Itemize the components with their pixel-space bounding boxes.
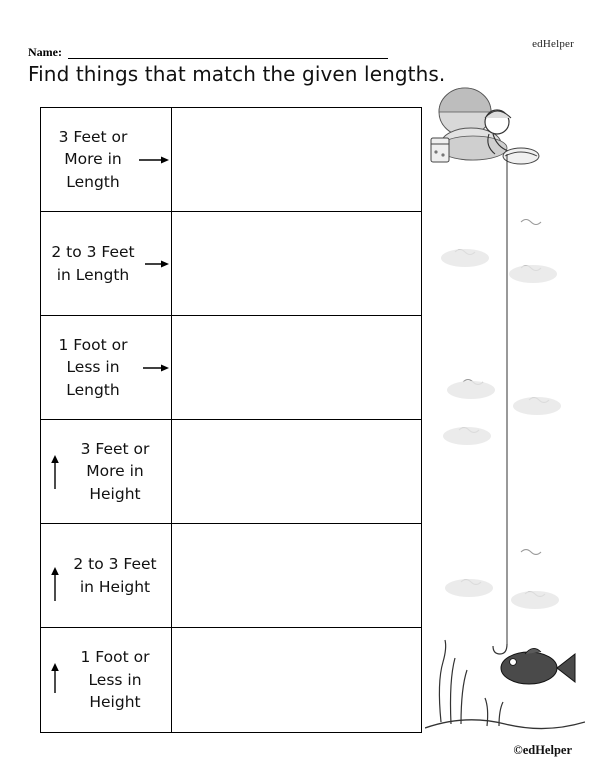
lengths-table (40, 107, 422, 733)
row-label-text: 2 to 3 Feet in Height (73, 555, 157, 596)
row-label-text: 3 Feet or More in Height (80, 439, 150, 503)
row-label-text: 2 to 3 Feet in Length (51, 243, 135, 284)
answer-cell[interactable] (172, 420, 421, 523)
arrow-right-icon (139, 258, 169, 270)
arrow-up-icon (48, 567, 62, 601)
name-input-line[interactable] (68, 46, 388, 59)
row-label-cell (41, 108, 172, 211)
table-row (41, 108, 421, 212)
edhelper-logo: edHelper (532, 38, 574, 50)
row-label-text: 1 Foot or Less in Length (58, 335, 128, 399)
row-label-cell (41, 628, 172, 732)
arrow-up-icon (48, 663, 62, 697)
name-field-row (28, 46, 388, 59)
table-row (41, 316, 421, 420)
arrow-right-icon (139, 154, 169, 166)
footer-copyright: ©edHelper (513, 743, 572, 757)
table-row (41, 420, 421, 524)
table-row (41, 212, 421, 316)
answer-cell[interactable] (172, 316, 421, 419)
arrow-up-icon (48, 455, 62, 489)
arrow-right-icon (139, 362, 169, 374)
row-label-cell (41, 420, 172, 523)
page-title: Find things that match the given lengths. (28, 62, 446, 86)
row-label-text: 1 Foot or Less in Height (80, 648, 150, 712)
answer-cell[interactable] (172, 212, 421, 315)
answer-cell[interactable] (172, 524, 421, 627)
row-label-text: 3 Feet or More in Length (58, 127, 128, 191)
table-row (41, 628, 421, 732)
fishing-scene-illustration (425, 82, 585, 732)
table-row (41, 524, 421, 628)
row-label-cell (41, 316, 172, 419)
answer-cell[interactable] (172, 628, 421, 732)
row-label-cell (41, 524, 172, 627)
fish (501, 648, 575, 684)
name-label: Name: (28, 45, 62, 59)
row-label-cell (41, 212, 172, 315)
answer-cell[interactable] (172, 108, 421, 211)
